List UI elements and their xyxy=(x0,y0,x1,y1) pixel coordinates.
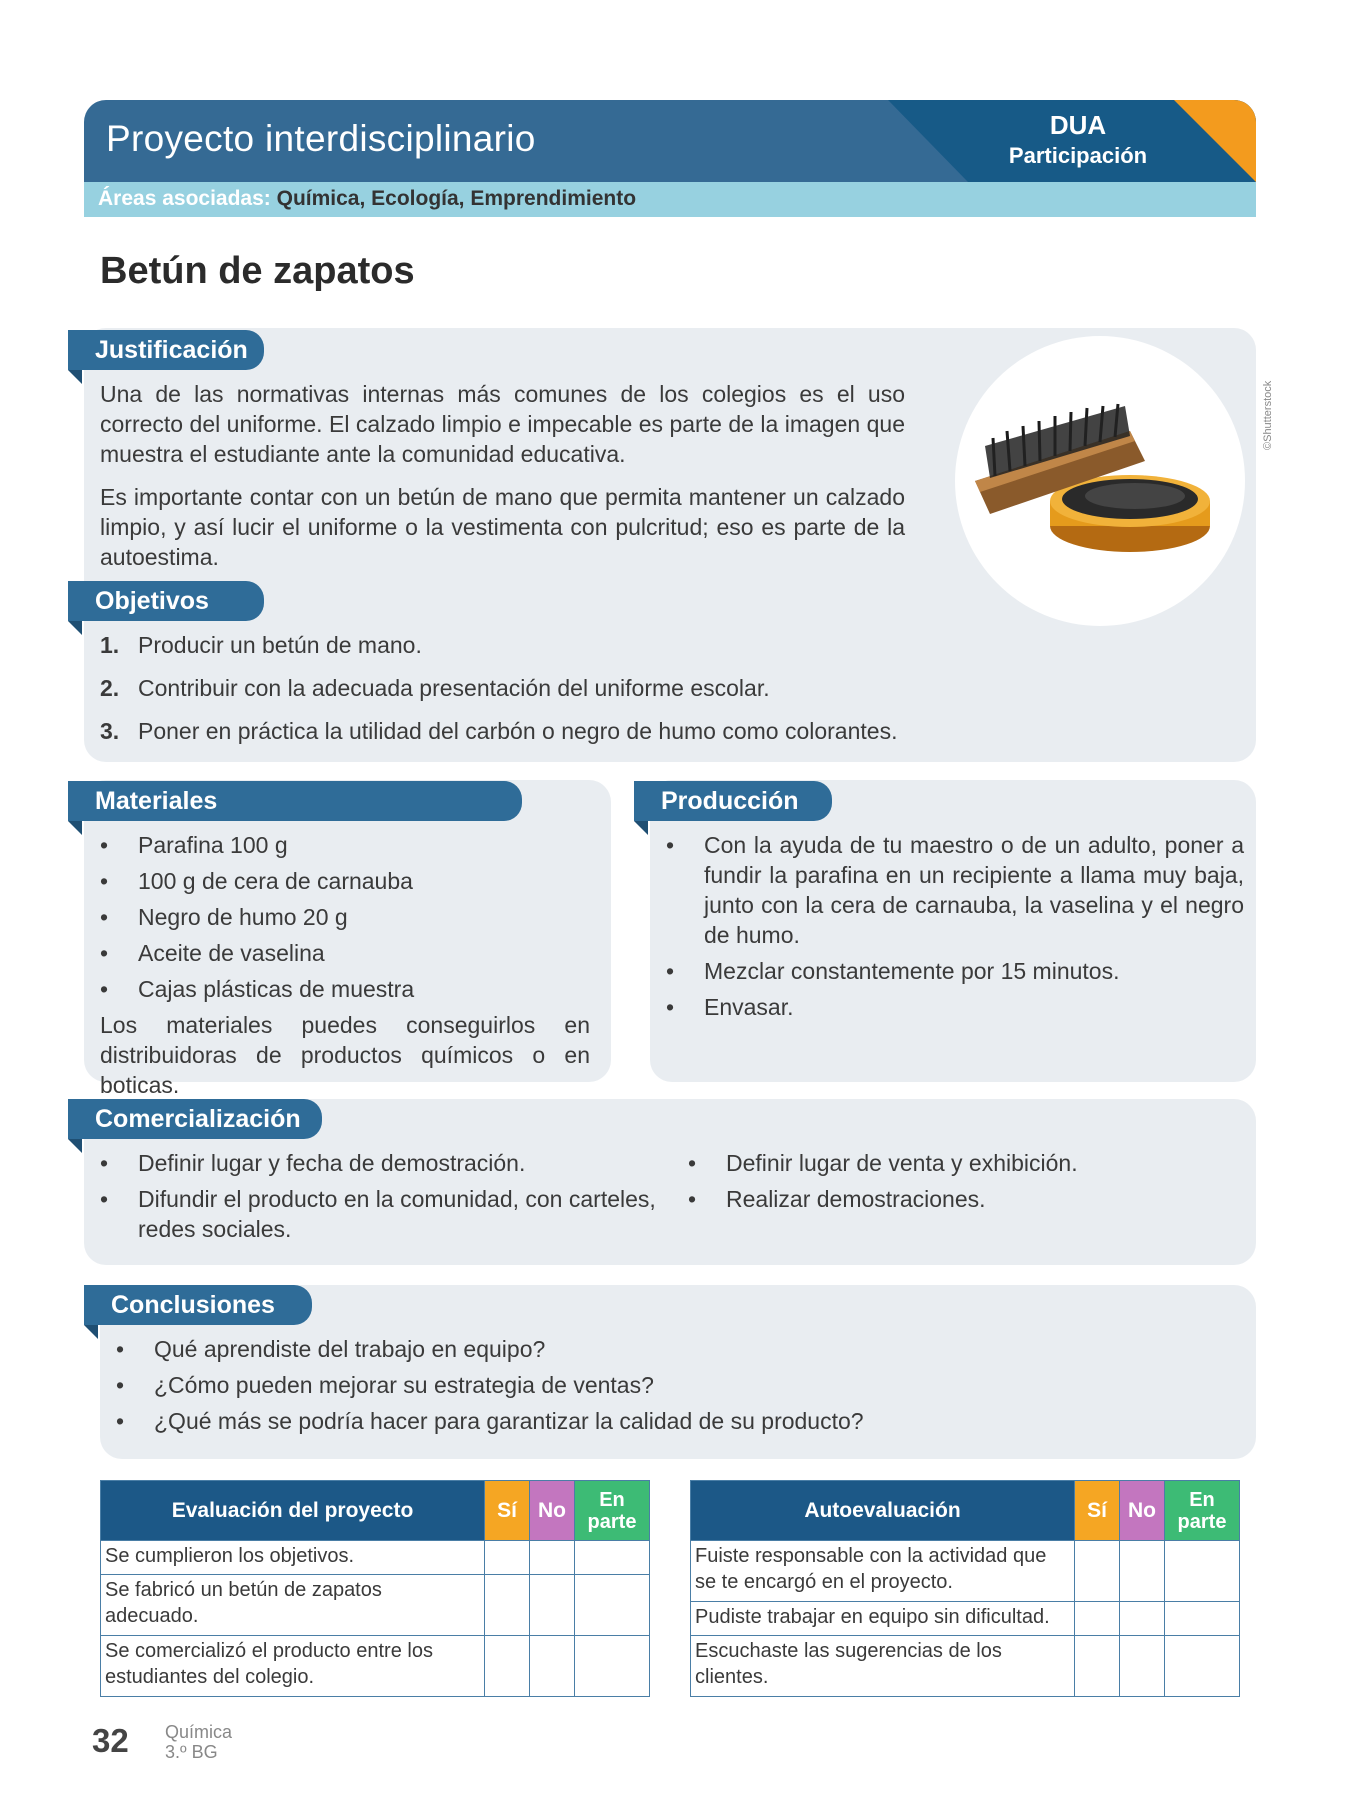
conclusiones-item: • ¿Qué más se podría hacer para garantizar la calidad de su producto? xyxy=(116,1408,864,1434)
autoevaluacion-check-no[interactable] xyxy=(1120,1541,1165,1602)
footer-subject: Química xyxy=(165,1722,233,1742)
evaluacion-row-label: Se comercializó el producto entre los estudiantes del colegio. xyxy=(101,1636,485,1697)
evaluacion-row-label: Se fabricó un betún de zapatos adecuado. xyxy=(101,1575,485,1636)
comercializacion-item: • Definir lugar y fecha de demostración. xyxy=(100,1150,526,1176)
comercializacion-item: • Definir lugar de venta y exhibición. xyxy=(688,1150,1078,1176)
comercializacion-item: • Realizar demostraciones. xyxy=(688,1186,986,1212)
produccion-heading: Producción xyxy=(634,781,832,821)
autoevaluacion-check-si[interactable] xyxy=(1075,1541,1120,1602)
autoevaluacion-header: Autoevaluación xyxy=(691,1481,1075,1541)
evaluacion-row-label: Se cumplieron los objetivos. xyxy=(101,1541,485,1575)
page-number: 32 xyxy=(92,1722,129,1759)
autoevaluacion-row-label: Fuiste responsable con la actividad que se te encargó en el proyecto. xyxy=(691,1541,1075,1602)
evaluacion-check-en-parte[interactable] xyxy=(575,1636,650,1697)
autoevaluacion-check-no[interactable] xyxy=(1120,1636,1165,1697)
header-title: Proyecto interdisciplinario xyxy=(106,118,536,159)
objetivo-text: Producir un betún de mano. xyxy=(138,632,422,658)
autoevaluacion-check-en-parte[interactable] xyxy=(1165,1636,1240,1697)
areas-label-row xyxy=(98,187,636,211)
materiales-note: Los materiales puedes conseguirlos en distribuidoras de productos químicos o en boticas. xyxy=(100,1012,590,1098)
autoevaluacion-check-en-parte[interactable] xyxy=(1165,1602,1240,1636)
autoevaluacion-row-label: Escuchaste las sugerencias de los clientes. xyxy=(691,1636,1075,1697)
autoevaluacion-row-label: Pudiste trabajar en equipo sin dificultad. xyxy=(691,1602,1075,1636)
areas-label: Áreas asociadas: xyxy=(98,187,271,210)
objetivo-item xyxy=(100,630,1018,660)
evaluacion-check-si[interactable] xyxy=(485,1541,530,1575)
shoe-polish-illustration xyxy=(955,336,1245,626)
objetivos-heading-fold xyxy=(68,621,82,635)
materiales-item: • Aceite de vaselina xyxy=(100,940,325,966)
autoevaluacion-col-no: No xyxy=(1120,1481,1165,1541)
areas-bar xyxy=(84,182,1256,217)
justificacion-paragraph-1: Una de las normativas internas más comunes de los colegios es el uso correcto del uniforme. El calzado limpio e impecable es parte de la imagen que muestra el estudiante ante la comunidad educativa. xyxy=(100,381,905,467)
conclusiones-heading: Conclusiones xyxy=(84,1285,312,1325)
produccion-item: • Envasar. xyxy=(666,994,794,1020)
conclusiones-item: • Qué aprendiste del trabajo en equipo? xyxy=(116,1336,546,1362)
materiales-item: • Negro de humo 20 g xyxy=(100,904,348,930)
materiales-item: • Cajas plásticas de muestra xyxy=(100,976,415,1002)
areas-value: Química, Ecología, Emprendimiento xyxy=(276,187,637,210)
dua-badge-title: DUA xyxy=(1049,110,1107,140)
evaluacion-check-si[interactable] xyxy=(485,1636,530,1697)
produccion-item: • Mezclar constantemente por 15 minutos. xyxy=(666,958,1120,984)
comercializacion-heading: Comercialización xyxy=(68,1099,322,1139)
dua-badge-subtitle: Participación xyxy=(1008,143,1148,168)
materiales-heading-fold xyxy=(68,821,82,835)
shoe-polish-photo xyxy=(955,336,1245,626)
autoevaluacion-check-si[interactable] xyxy=(1075,1602,1120,1636)
justificacion-paragraph-2: Es importante contar con un betún de mano que permita mantener un calzado limpio, y así lucir el uniforme o la vestimenta con pulcritud; eso es parte de la autoestima. xyxy=(100,484,905,570)
justificacion-heading-fold xyxy=(68,370,82,384)
produccion-heading-fold xyxy=(634,821,648,835)
objetivo-item xyxy=(100,673,1018,703)
autoevaluacion-check-no[interactable] xyxy=(1120,1602,1165,1636)
page-title: Betún de zapatos xyxy=(100,250,415,292)
evaluacion-check-en-parte[interactable] xyxy=(575,1541,650,1575)
comercializacion-heading-fold xyxy=(68,1139,82,1153)
objetivo-text: Contribuir con la adecuada presentación del uniforme escolar. xyxy=(138,675,770,701)
evaluacion-col-si: Sí xyxy=(485,1481,530,1541)
evaluacion-check-en-parte[interactable] xyxy=(575,1575,650,1636)
evaluacion-check-no[interactable] xyxy=(530,1636,575,1697)
objetivo-number: 3. xyxy=(100,718,120,744)
evaluacion-table xyxy=(100,1480,650,1697)
objetivo-number: 2. xyxy=(100,675,120,701)
evaluacion-check-no[interactable] xyxy=(530,1575,575,1636)
conclusiones-item: • ¿Cómo pueden mejorar su estrategia de ventas? xyxy=(116,1372,654,1398)
autoevaluacion-check-en-parte[interactable] xyxy=(1165,1541,1240,1602)
comercializacion-item: • Difundir el producto en la comunidad, con carteles, redes sociales. xyxy=(100,1186,656,1242)
autoevaluacion-col-si: Sí xyxy=(1075,1481,1120,1541)
conclusiones-heading-fold xyxy=(84,1325,98,1339)
footer-grade: 3.º BG xyxy=(165,1742,218,1762)
evaluacion-check-no[interactable] xyxy=(530,1541,575,1575)
materiales-item: • 100 g de cera de carnauba xyxy=(100,868,413,894)
image-credit: ©Shutterstock xyxy=(1262,380,1274,450)
objetivos-heading: Objetivos xyxy=(68,581,264,621)
evaluacion-check-si[interactable] xyxy=(485,1575,530,1636)
evaluacion-col-en-parte: En parte xyxy=(575,1481,650,1541)
evaluacion-col-no: No xyxy=(530,1481,575,1541)
justificacion-heading: Justificación xyxy=(68,330,264,370)
autoevaluacion-check-si[interactable] xyxy=(1075,1636,1120,1697)
autoevaluacion-col-en-parte: En parte xyxy=(1165,1481,1240,1541)
evaluacion-header: Evaluación del proyecto xyxy=(101,1481,485,1541)
materiales-item: • Parafina 100 g xyxy=(100,832,288,858)
objetivo-item xyxy=(100,716,1018,746)
materiales-heading: Materiales xyxy=(68,781,522,821)
autoevaluacion-table xyxy=(690,1480,1240,1697)
objetivo-text: Poner en práctica la utilidad del carbón o negro de humo como colorantes. xyxy=(138,718,898,744)
objetivo-number: 1. xyxy=(100,632,120,658)
produccion-item: • Con la ayuda de tu maestro o de un adulto, poner a fundir la parafina en un recipiente a llama muy baja, junto con la cera de carnauba, la vaselina y el negro de humo. xyxy=(666,832,1244,948)
footer-subject-block xyxy=(165,1722,232,1762)
